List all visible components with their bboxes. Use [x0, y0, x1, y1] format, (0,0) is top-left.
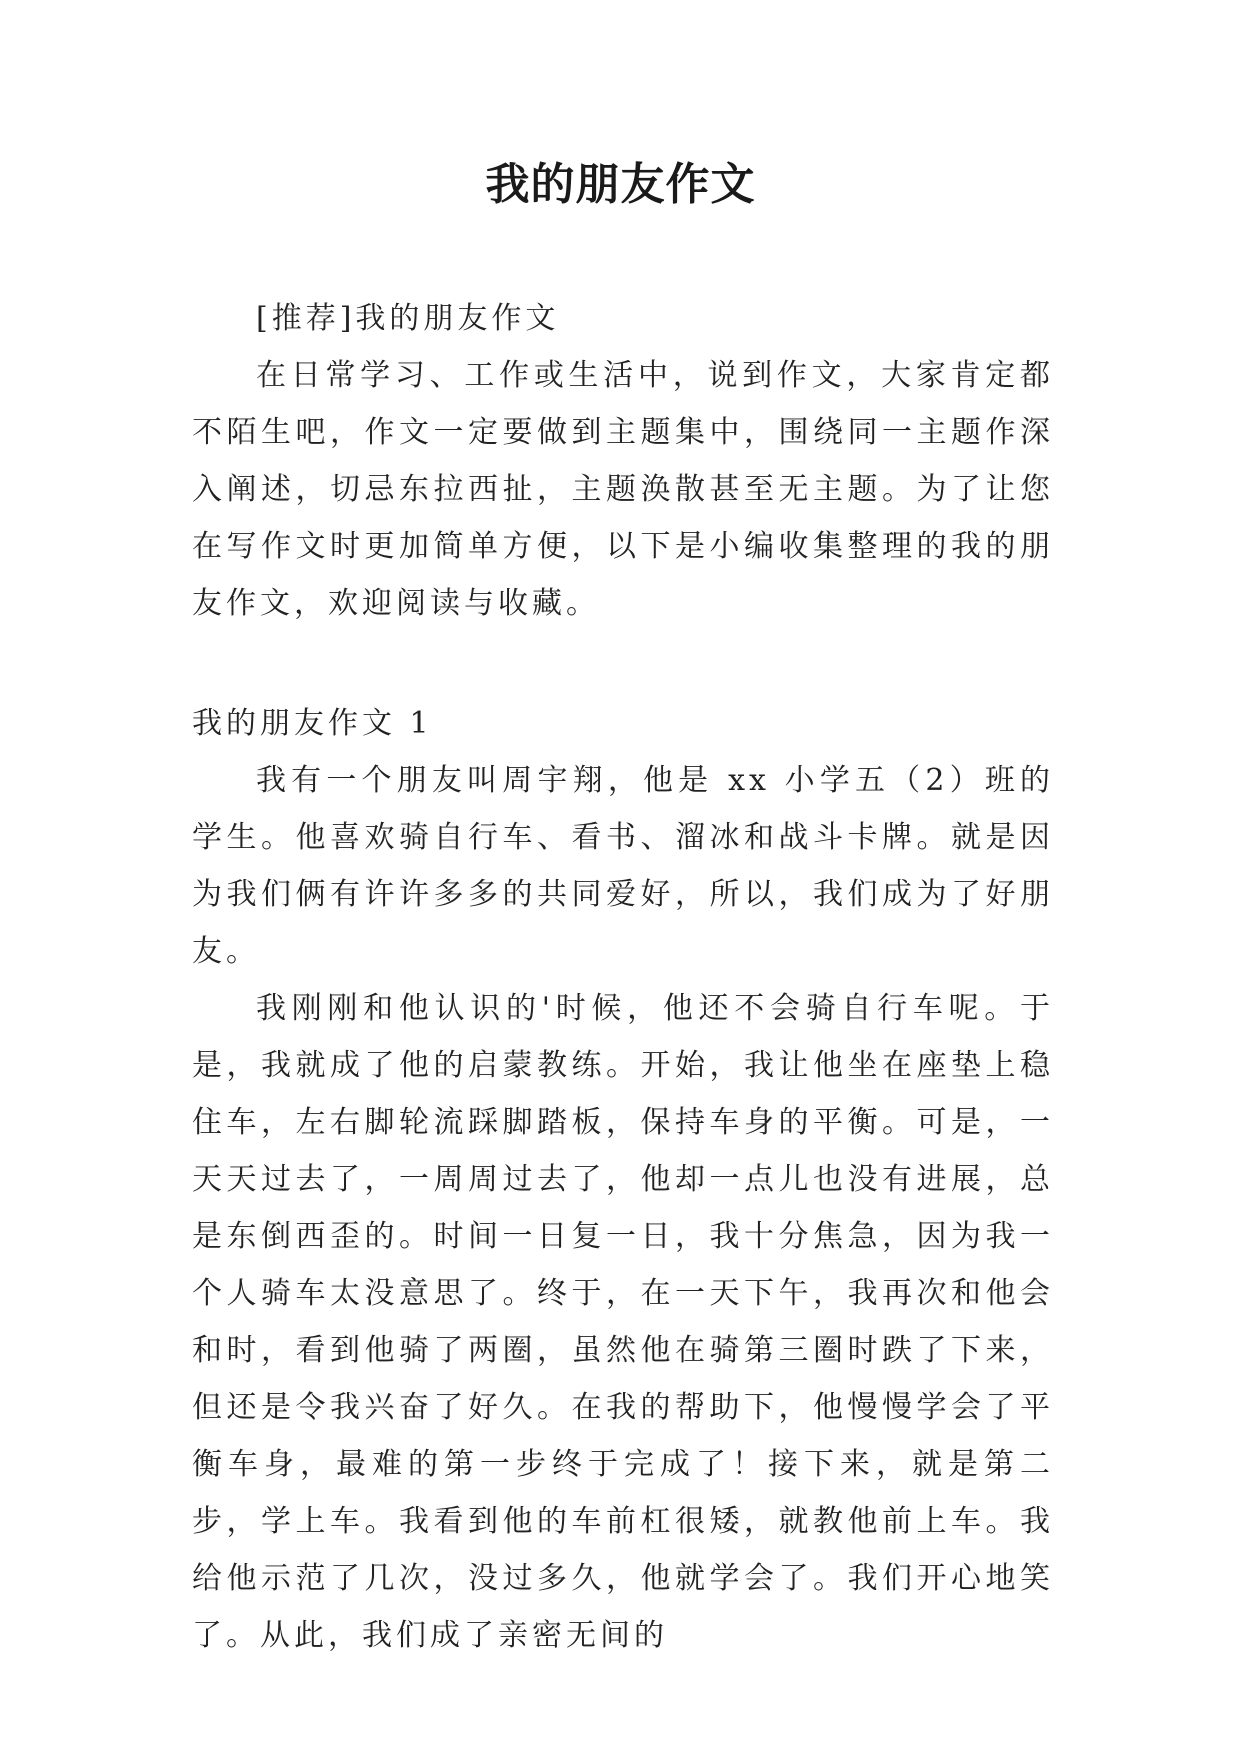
essay-paragraph: 我有一个朋友叫周宇翔，他是 xx 小学五（2）班的学生。他喜欢骑自行车、看书、溜冰和战斗卡牌。就是因为我们俩有许许多多的共同爱好，所以，我们成为了好朋友。	[192, 763, 1054, 969]
intro-tagline: [推荐]我的朋友作文	[256, 301, 560, 336]
intro-section	[192, 290, 1054, 632]
essay-paragraph: 我刚刚和他认识的'时候，他还不会骑自行车呢。于是，我就成了他的启蒙教练。开始，我让他坐在座垫上稳住车，左右脚轮流踩脚踏板，保持车身的平衡。可是，一天天过去了，一周周过去了，他却一点儿也没有进展，总是东倒西歪的。时间一日复一日，我十分焦急，因为我一个人骑车太没意思了。终于，在一天下午，我再次和他会和时，看到他骑了两圈，虽然他在骑第三圈时跌了下来，但还是令我兴奋了好久。在我的帮助下，他慢慢学会了平衡车身，最难的第一步终于完成了！接下来，就是第二步，学上车。我看到他的车前杠很矮，就教他前上车。我给他示范了几次，没过多久，他就学会了。我们开心地笑了。从此，我们成了亲密无间的	[192, 991, 1054, 1653]
intro-paragraph: 在日常学习、工作或生活中，说到作文，大家肯定都不陌生吧，作文一定要做到主题集中，围绕同一主题作深入阐述，切忌东拉西扯，主题涣散甚至无主题。为了让您在写作文时更加简单方便，以下是小编收集整理的我的朋友作文，欢迎阅读与收藏。	[192, 358, 1054, 621]
section-heading: 我的朋友作文 1	[192, 706, 433, 741]
document-title: 我的朋友作文	[485, 159, 756, 210]
essay-section-1	[192, 695, 1054, 1664]
